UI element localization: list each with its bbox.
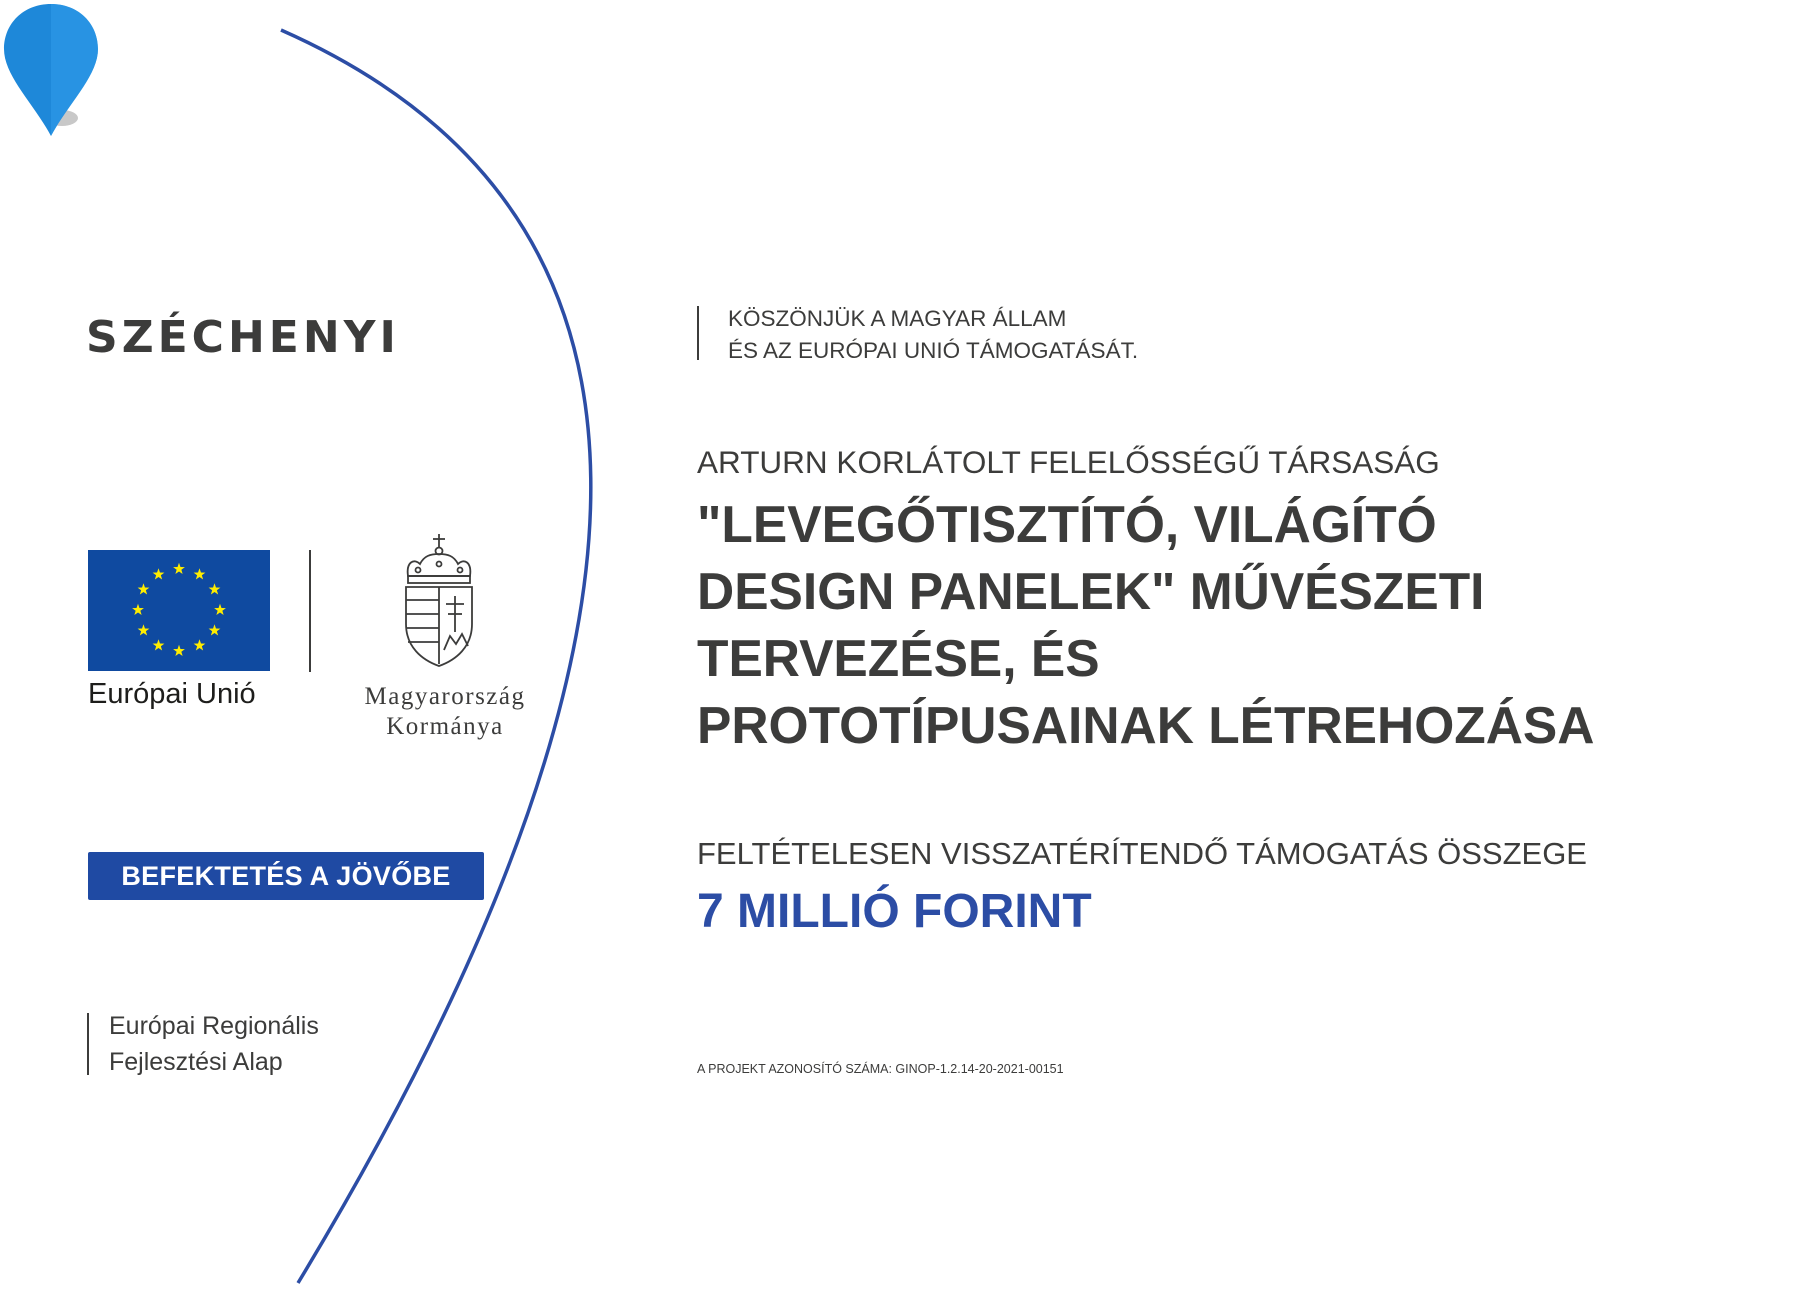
- szechenyi-year: 2020: [408, 322, 480, 355]
- fund-line1: Európai Regionális: [109, 1012, 319, 1040]
- eu-star-icon: [138, 624, 150, 635]
- eu-star-icon: [194, 639, 206, 650]
- logo-divider: [309, 550, 311, 672]
- company-name: ARTURN KORLÁTOLT FELELŐSSÉGŰ TÁRSASÁG: [697, 444, 1440, 480]
- eu-star-icon: [194, 568, 206, 579]
- fund-line2: Fejlesztési Alap: [109, 1048, 283, 1076]
- hungary-government-label: [330, 682, 560, 742]
- hungary-government-line2: Kormánya: [386, 713, 504, 740]
- eu-star-icon: [153, 568, 165, 579]
- eu-star-icon: [173, 563, 185, 574]
- project-id: A PROJEKT AZONOSÍTÓ SZÁMA: GINOP-1.2.14-20-2021-00151: [697, 1062, 1064, 1076]
- investment-banner: BEFEKTETÉS A JÖVŐBE: [88, 852, 484, 900]
- support-label: FELTÉTELESEN VISSZATÉRÍTENDŐ TÁMOGATÁS ÖSSZEGE: [697, 836, 1587, 871]
- thanks-divider: [697, 306, 699, 360]
- szechenyi-logo-text: SZÉCHENYI: [86, 312, 400, 363]
- hungary-government-line1: Magyarország: [364, 683, 526, 710]
- support-amount: 7 MILLIÓ FORINT: [697, 885, 1092, 938]
- thanks-line1: KÖSZÖNJÜK A MAGYAR ÁLLAM: [728, 306, 1067, 331]
- project-title-line: "LEVEGŐTISZTÍTÓ, VILÁGÍTÓ: [697, 495, 1437, 553]
- eu-star-icon: [209, 583, 221, 594]
- eu-star-icon: [138, 583, 150, 594]
- thanks-line2: ÉS AZ EURÓPAI UNIÓ TÁMOGATÁSÁT.: [728, 338, 1139, 363]
- thanks-text: [728, 303, 1138, 367]
- eu-label: Európai Unió: [88, 678, 256, 710]
- fund-label: [109, 1008, 319, 1080]
- eu-star-icon: [132, 604, 144, 615]
- hungary-coat-of-arms-icon: [400, 532, 478, 670]
- eu-stars: [88, 550, 270, 671]
- eu-star-icon: [214, 604, 226, 615]
- eu-flag-icon: [88, 550, 270, 671]
- project-title-line: PROTOTÍPUSAINAK LÉTREHOZÁSA: [697, 696, 1595, 754]
- eu-star-icon: [153, 639, 165, 650]
- fund-divider: [87, 1013, 89, 1075]
- project-title-line: DESIGN PANELEK" MŰVÉSZETI: [697, 562, 1485, 620]
- project-title: [697, 491, 1594, 759]
- project-title-line: TERVEZÉSE, ÉS: [697, 629, 1100, 687]
- eu-star-icon: [209, 624, 221, 635]
- eu-star-icon: [173, 645, 185, 656]
